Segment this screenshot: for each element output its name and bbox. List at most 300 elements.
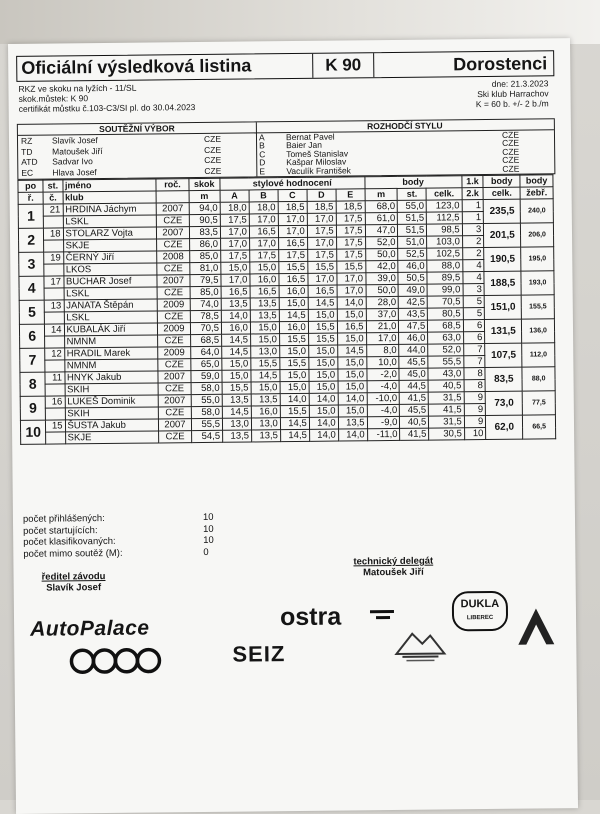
style-score: 14,5 [280, 429, 309, 441]
bib-empty [44, 264, 63, 276]
category: Dorostenci [453, 53, 548, 75]
style-score: 15,5 [308, 261, 337, 273]
organizer: Ski klub Harrachov [477, 88, 549, 100]
style-score: 14,5 [222, 334, 251, 346]
committee-role: ATD [21, 156, 38, 167]
col-judge-e: E [336, 189, 365, 201]
col-total-2: celk. [483, 187, 520, 199]
judge-name: Vaculík František [286, 164, 351, 176]
col-points-m: m [365, 188, 398, 200]
style-score: 13,5 [251, 394, 280, 406]
club: LKOS [63, 263, 157, 276]
col-judge-c: C [278, 189, 307, 201]
bib: 18 [44, 228, 63, 240]
style-score: 15,5 [251, 358, 280, 370]
round-rank: 9 [464, 416, 486, 428]
results-sheet [8, 38, 578, 814]
style-score: 15,0 [250, 322, 279, 334]
style-score: 17,5 [307, 225, 336, 237]
distance-points: 39,0 [365, 272, 398, 284]
round-rank: 6 [463, 332, 485, 344]
committee-role: TD [21, 146, 33, 157]
distance: 68,5 [190, 334, 222, 346]
rank: 3 [19, 252, 45, 276]
style-score: 17,0 [220, 226, 249, 238]
style-score: 14,0 [309, 429, 338, 441]
judge-nat: CZE [501, 129, 520, 140]
athlete-name: LUKEŠ Dominik [65, 395, 159, 408]
technical-delegate [353, 556, 433, 579]
col-judge-b: B [249, 190, 278, 202]
ladder-points: 240,0 [520, 199, 553, 223]
bib: 15 [46, 420, 65, 432]
birth-year: 2007 [159, 419, 191, 431]
style-score: 15,0 [309, 369, 338, 381]
stat-row [23, 546, 209, 560]
jump-points: 41,5 [429, 404, 465, 416]
jump-points: 52,0 [428, 344, 464, 356]
style-points: 47,5 [399, 320, 428, 332]
judge-name: Baier Jan [286, 140, 323, 151]
club: NMNM [64, 359, 158, 372]
nation: CZE [159, 431, 191, 443]
round-rank: 9 [464, 392, 486, 404]
style-score: 15,0 [308, 345, 337, 357]
ladder-points: 88,0 [522, 367, 555, 391]
style-score: 18,5 [336, 201, 365, 213]
style-points: 51,5 [398, 224, 427, 236]
distance-points: 17,0 [366, 332, 399, 344]
style-score: 15,5 [279, 333, 308, 345]
style-score: 17,5 [336, 225, 365, 237]
distance-points: 37,0 [366, 308, 399, 320]
style-score: 15,0 [250, 334, 279, 346]
committee-name: Slavík Josef [51, 135, 98, 146]
event-info-right [476, 78, 549, 109]
style-score: 14,0 [309, 417, 338, 429]
distance-points: 50,0 [365, 248, 398, 260]
col-po: po [18, 180, 43, 192]
officials-box [17, 118, 556, 180]
committee-member [18, 165, 256, 178]
distance: 58,0 [191, 382, 223, 394]
style-score: 16,5 [250, 286, 279, 298]
director-name: Slavík Josef [46, 582, 102, 594]
judge-letter: C [259, 149, 266, 160]
dukla-subtext: LIBEREC [466, 614, 494, 622]
stat-label: počet přihlášených: [22, 513, 105, 525]
col-ladder-2: žebř. [520, 187, 553, 199]
style-score: 15,0 [309, 357, 338, 369]
jump-points: 30,5 [429, 428, 465, 440]
col-c: č. [43, 192, 62, 204]
rank: 6 [19, 324, 45, 348]
style-points: 45,5 [400, 404, 429, 416]
rank: 7 [20, 348, 46, 372]
ladder-points: 193,0 [521, 271, 554, 295]
total-points: 131,5 [485, 319, 522, 343]
total-points: 188,5 [484, 271, 521, 295]
style-score: 14,5 [280, 417, 309, 429]
style-score: 16,0 [221, 322, 250, 334]
col-st: st. [43, 180, 62, 192]
style-score: 17,5 [336, 249, 365, 261]
nation: CZE [158, 383, 190, 395]
competition-committee [18, 122, 258, 178]
style-score: 18,5 [307, 201, 336, 213]
style-score: 15,0 [338, 369, 367, 381]
jump-points: 123,0 [426, 200, 462, 212]
total-points: 73,0 [485, 391, 522, 415]
jump-points: 80,5 [428, 308, 464, 320]
style-points: 46,0 [398, 260, 427, 272]
committee-name: Sadvar Ivo [52, 156, 93, 167]
style-score: 15,0 [338, 381, 367, 393]
col-jump: skok [188, 178, 220, 190]
birth-year: 2007 [157, 203, 189, 215]
ladder-points: 112,0 [522, 343, 555, 367]
style-score: 17,0 [307, 213, 336, 225]
style-score: 15,5 [308, 333, 337, 345]
style-score: 15,5 [280, 405, 309, 417]
nation: CZE [157, 263, 189, 275]
jump-points: 43,0 [428, 368, 464, 380]
jump-points: 31,5 [428, 392, 464, 404]
athlete-name: HNYK Jakub [64, 371, 158, 384]
club: NMNM [64, 335, 158, 348]
style-score: 15,0 [279, 345, 308, 357]
style-score: 14,5 [222, 406, 251, 418]
ostra-logo: ostra [279, 602, 342, 632]
ladder-points: 195,0 [521, 247, 554, 271]
style-score: 17,0 [337, 285, 366, 297]
event-line: RKZ ve skoku na lyžích - 11/SL [18, 82, 137, 94]
style-score: 14,5 [222, 346, 251, 358]
distance-points: 10,0 [366, 356, 399, 368]
total-points: 83,5 [485, 367, 522, 391]
style-score: 15,0 [280, 369, 309, 381]
round-rank: 7 [463, 344, 485, 356]
nation: CZE [158, 335, 190, 347]
style-score: 17,0 [278, 225, 307, 237]
round-rank: 8 [464, 380, 486, 392]
total-points: 235,5 [483, 199, 520, 223]
style-score: 14,0 [338, 393, 367, 405]
style-points: 55,0 [398, 200, 427, 212]
distance-points: 47,0 [365, 224, 398, 236]
committee-title: SOUTĚŽNÍ VÝBOR [18, 122, 256, 135]
sheet-header [16, 50, 554, 82]
stat-value: 10 [203, 534, 214, 546]
round-rank: 2 [462, 236, 484, 248]
club: SKJE [63, 239, 157, 252]
hill-size: K 90 [312, 53, 374, 78]
style-score: 17,5 [221, 250, 250, 262]
col-empty [156, 191, 188, 203]
stat-label: počet klasifikovaných: [23, 535, 116, 548]
round-rank: 5 [463, 296, 485, 308]
distance-points: -4,0 [367, 380, 400, 392]
rank: 10 [20, 420, 46, 444]
stat-label: počet mimo soutěž (M): [23, 547, 123, 560]
style-score: 17,5 [336, 237, 365, 249]
col-points-st: st. [397, 188, 426, 200]
style-score: 17,5 [307, 249, 336, 261]
style-points: 42,5 [399, 296, 428, 308]
distance: 64,0 [190, 346, 222, 358]
committee-nat: CZE [204, 165, 222, 176]
ski-club-mountain-logo [392, 623, 448, 664]
club: SKJE [65, 431, 159, 444]
style-points: 43,5 [399, 308, 428, 320]
style-score: 14,5 [251, 370, 280, 382]
style-score: 13,5 [338, 417, 367, 429]
jump-points: 63,0 [428, 332, 464, 344]
style-score: 15,0 [337, 357, 366, 369]
bib: 21 [44, 204, 63, 216]
athlete-name: BUCHAR Josef [63, 275, 157, 288]
judge-name: Bernat Pavel [285, 131, 335, 143]
distance-points: 50,0 [366, 284, 399, 296]
style-points: 45,5 [399, 356, 428, 368]
rank: 9 [20, 396, 46, 420]
birth-year: 2007 [159, 395, 191, 407]
bib: 16 [46, 396, 65, 408]
distance-points: 21,0 [366, 320, 399, 332]
style-score: 15,5 [222, 382, 251, 394]
style-points: 49,0 [398, 284, 427, 296]
rank: 1 [18, 204, 44, 228]
style-score: 15,0 [309, 405, 338, 417]
round-rank: 7 [464, 356, 486, 368]
round-rank: 3 [462, 224, 484, 236]
style-score: 15,0 [280, 381, 309, 393]
style-points: 51,5 [398, 212, 427, 224]
jump-points: 98,5 [427, 224, 463, 236]
distance: 58,0 [191, 406, 223, 418]
distance-points: -2,0 [366, 368, 399, 380]
style-score: 16,5 [221, 286, 250, 298]
nation: CZE [158, 311, 190, 323]
distance-points: 61,0 [365, 212, 398, 224]
distance: 85,0 [190, 286, 222, 298]
style-score: 18,5 [278, 201, 307, 213]
ostra-mark-icon [370, 608, 398, 622]
style-score: 14,0 [338, 429, 367, 441]
style-score: 16,0 [279, 285, 308, 297]
style-score: 15,0 [337, 309, 366, 321]
total-points: 190,5 [484, 247, 521, 271]
style-points: 41,5 [400, 392, 429, 404]
bib-empty [44, 216, 63, 228]
style-score: 17,5 [336, 213, 365, 225]
round-rank: 4 [463, 260, 485, 272]
jump-points: 103,0 [427, 236, 463, 248]
style-score: 17,0 [221, 238, 250, 250]
birth-year: 2009 [158, 347, 190, 359]
distance: 55,0 [191, 394, 223, 406]
style-score: 16,5 [279, 273, 308, 285]
birth-year: 2008 [157, 251, 189, 263]
style-score: 15,5 [308, 321, 337, 333]
col-style: stylové hodnocení [220, 177, 365, 191]
col-judge-d: D [307, 189, 336, 201]
ladder-points: 136,0 [522, 319, 555, 343]
style-score: 13,0 [222, 418, 251, 430]
bib: 11 [45, 372, 64, 384]
round-rank: 5 [463, 308, 485, 320]
stat-value: 10 [203, 523, 214, 535]
style-score: 15,5 [279, 261, 308, 273]
round-rank: 9 [464, 404, 486, 416]
event-line: certifikát můstku č.103-C3/SI pl. do 30.04.2023 [18, 102, 196, 114]
style-score: 14,0 [280, 393, 309, 405]
bib-empty [46, 432, 65, 444]
bib-empty [45, 336, 64, 348]
style-points: 52,5 [398, 248, 427, 260]
style-score: 14,5 [279, 309, 308, 321]
athlete-name: HRDINA Jáchym [63, 203, 157, 216]
total-points: 62,0 [486, 415, 523, 439]
style-score: 13,5 [251, 430, 280, 442]
nation: CZE [157, 215, 189, 227]
distance-points: -9,0 [367, 416, 400, 428]
committee-role: EC [21, 167, 34, 178]
rank: 4 [19, 276, 45, 300]
stat-value: 0 [203, 546, 209, 558]
col-round2: 2.k [462, 188, 484, 200]
style-score: 16,5 [337, 321, 366, 333]
distance-points: -4,0 [367, 404, 400, 416]
style-score: 13,0 [251, 346, 280, 358]
distance: 81,0 [189, 262, 221, 274]
event-date: dne: 21.3.2023 [491, 78, 549, 89]
style-points: 45,0 [399, 368, 428, 380]
col-round1: 1.k [462, 176, 484, 188]
event-info [18, 82, 195, 114]
style-score: 17,0 [337, 273, 366, 285]
jump-points: 40,5 [428, 380, 464, 392]
jump-points: 89,5 [427, 272, 463, 284]
bib: 14 [45, 324, 64, 336]
ladder-points: 77,5 [522, 391, 555, 415]
distance-points: 52,0 [365, 236, 398, 248]
col-club: klub [63, 191, 157, 204]
nation: CZE [157, 239, 189, 251]
distance: 94,0 [189, 202, 221, 214]
seiz-logo: SEIZ [232, 641, 286, 667]
style-score: 17,0 [249, 214, 278, 226]
nation: CZE [157, 287, 189, 299]
style-score: 15,0 [337, 333, 366, 345]
distance-points: -11,0 [367, 428, 400, 440]
col-m: m [189, 190, 221, 202]
jump-points: 31,5 [429, 416, 465, 428]
round-rank: 8 [464, 368, 486, 380]
bib-empty [44, 240, 63, 252]
round-rank: 1 [462, 200, 484, 212]
distance: 86,0 [189, 238, 221, 250]
rank: 8 [20, 372, 46, 396]
autopalace-logo: AutoPalace [30, 616, 150, 641]
style-points: 41,5 [400, 428, 429, 440]
judge-letter: E [259, 165, 266, 176]
distance: 74,0 [190, 298, 222, 310]
style-score: 13,0 [251, 418, 280, 430]
judge-nat: CZE [502, 146, 520, 157]
athlete-name: STOLARZ Vojta [63, 227, 157, 240]
judge-nat: CZE [502, 163, 520, 174]
background-top [0, 0, 600, 44]
style-score: 17,0 [221, 274, 250, 286]
bib: 17 [44, 276, 63, 288]
distance: 78,5 [190, 310, 222, 322]
style-points: 51,0 [398, 236, 427, 248]
distance: 59,0 [190, 370, 222, 382]
style-score: 15,0 [250, 262, 279, 274]
club: LSKL [64, 287, 158, 300]
distance-points: 8,0 [366, 344, 399, 356]
style-score: 13,5 [221, 298, 250, 310]
judge-name: Kašpar Miloslav [286, 156, 347, 168]
jump-points: 102,5 [427, 248, 463, 260]
club: SKIH [65, 383, 159, 396]
birth-year: 2007 [157, 275, 189, 287]
director-role: ředitel závodu [41, 571, 106, 583]
judge-nat: CZE [502, 154, 520, 166]
style-points: 46,0 [399, 332, 428, 344]
committee-nat: CZE [204, 154, 222, 165]
style-score: 16,0 [251, 406, 280, 418]
round-rank: 10 [464, 428, 486, 440]
ladder-points: 206,0 [521, 223, 554, 247]
style-points: 44,0 [399, 344, 428, 356]
distance: 79,5 [189, 274, 221, 286]
style-score: 15,5 [280, 357, 309, 369]
results-table [17, 174, 556, 445]
jump-points: 55,5 [428, 356, 464, 368]
page-title: Oficiální výsledková listina [21, 55, 252, 78]
birth-year: 2007 [157, 227, 189, 239]
committee-name: Matoušek Jiří [52, 145, 103, 157]
style-score: 14,5 [337, 345, 366, 357]
distance: 90,5 [189, 214, 221, 226]
style-score: 15,0 [222, 370, 251, 382]
style-score: 14,0 [309, 393, 338, 405]
total-points: 151,0 [484, 295, 521, 319]
k-point: K = 60 b. +/- 2 b./m [475, 98, 549, 110]
ladder-points: 155,5 [521, 295, 554, 319]
nation: CZE [159, 407, 191, 419]
style-score: 15,5 [336, 261, 365, 273]
ladder-points: 66,5 [523, 415, 556, 439]
style-score: 17,5 [278, 249, 307, 261]
jump-points: 112,5 [427, 212, 463, 224]
style-score: 14,0 [337, 297, 366, 309]
stat-value: 10 [202, 511, 214, 523]
style-score: 17,0 [249, 238, 278, 250]
style-score: 15,0 [251, 382, 280, 394]
bib: 19 [44, 252, 63, 264]
judge-name: Tomeš Stanislav [286, 148, 349, 159]
style-score: 16,0 [250, 274, 279, 286]
style-score: 14,5 [308, 297, 337, 309]
distance: 65,0 [190, 358, 222, 370]
jump-points: 99,0 [427, 284, 463, 296]
style-score: 17,5 [220, 214, 249, 226]
bib-empty [45, 384, 64, 396]
race-director [42, 571, 106, 594]
